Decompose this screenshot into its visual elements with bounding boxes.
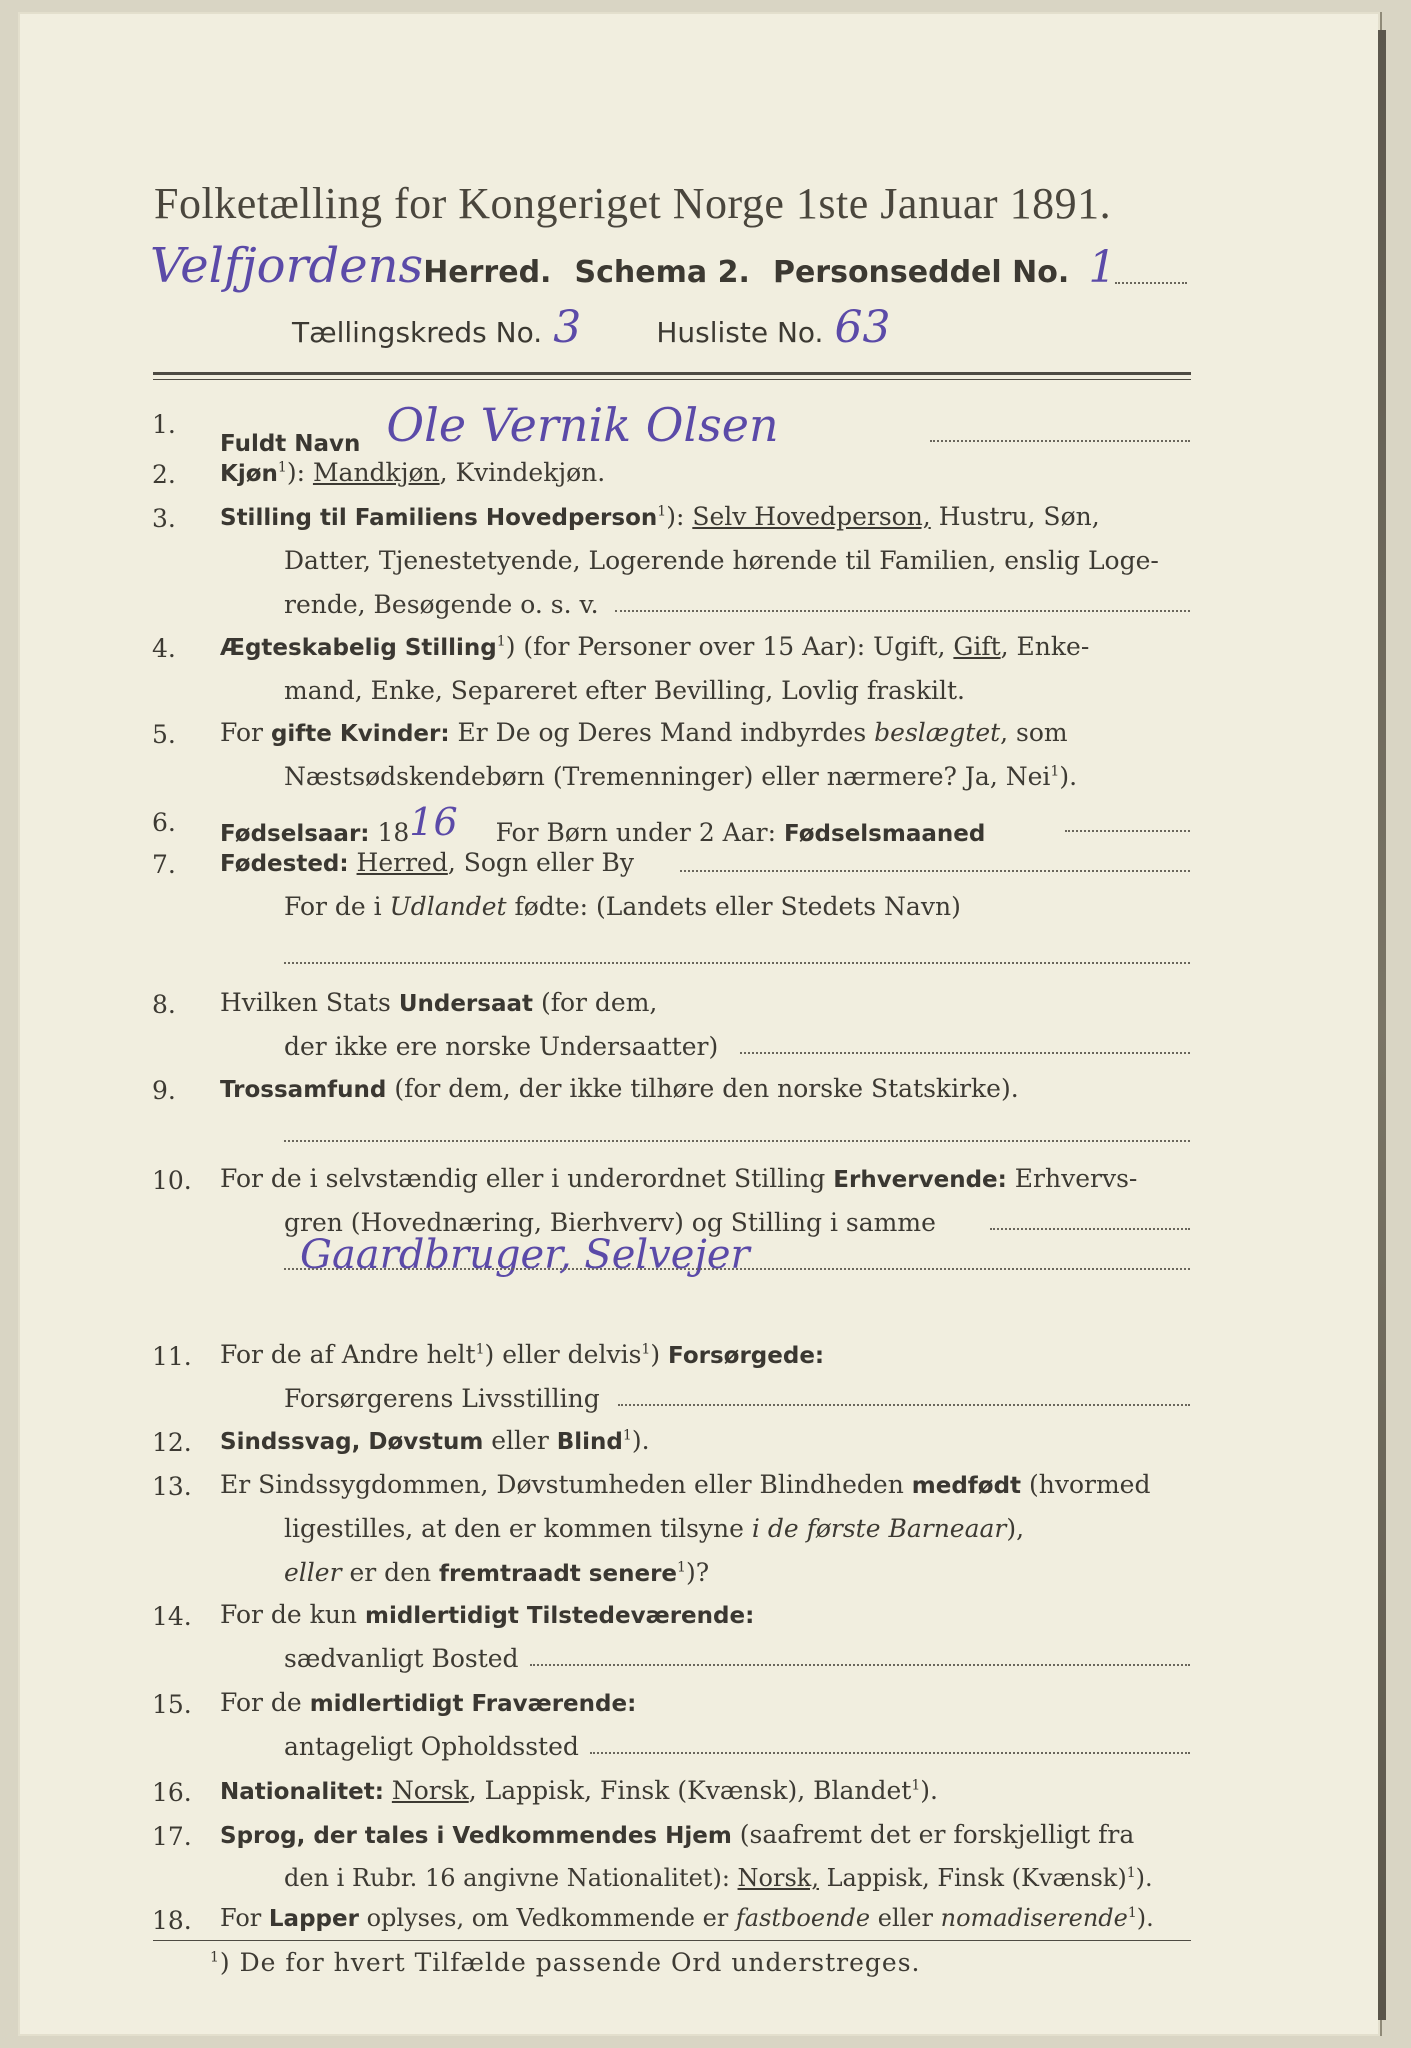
item-14: [220, 1600, 754, 1629]
item-12: [220, 1426, 650, 1455]
item-5-text-b: Er De og Deres Mand indbyrdes: [449, 718, 875, 747]
item-3-text-a: ):: [666, 502, 693, 531]
item-15-number: 15.: [152, 1690, 192, 1719]
item-6-dots: [1065, 830, 1190, 832]
item-7-line-2-a: For de i: [284, 892, 390, 921]
item-8: [220, 988, 657, 1017]
item-9: [220, 1074, 1019, 1103]
form-title: Folketælling for Kongeriget Norge 1ste Januar 1891.: [154, 179, 1112, 228]
item-13-label: medfødt: [911, 1473, 1022, 1499]
item-17-text-a: (saafremt det er forskjelligt fra: [731, 1820, 1135, 1849]
item-5-text-c: , som: [1000, 718, 1068, 747]
item-1-dots: [930, 440, 1190, 442]
item-2-sup: 1: [277, 459, 287, 476]
item-10-number: 10.: [152, 1166, 192, 1195]
item-7-line-2-italic: Udlandet: [389, 892, 507, 921]
item-7-number: 7.: [152, 850, 176, 879]
item-18-italic-1: fastboende: [735, 1904, 871, 1932]
item-14-text-a: For de kun: [220, 1600, 365, 1629]
item-13-line-2-italic: i de første Barneaar: [751, 1514, 1007, 1543]
footnote: [210, 1948, 920, 1977]
item-17-line-2-c: Lappisk, Finsk (Kvænsk): [818, 1864, 1127, 1892]
item-11-number: 11.: [152, 1342, 192, 1371]
item-15-text-a: For de: [220, 1688, 310, 1717]
item-5-sup: 1: [1050, 763, 1060, 780]
item-17-line-2-d: ).: [1135, 1864, 1153, 1892]
item-13-line-3: [284, 1558, 709, 1587]
item-11-text-c: ): [650, 1340, 669, 1369]
item-3-dots: [615, 610, 1190, 612]
item-13-line-3-label: fremtraadt senere: [439, 1561, 678, 1587]
item-14-label: midlertidigt Tilstedeværende:: [364, 1603, 755, 1629]
item-18-label: Lapper: [268, 1906, 359, 1932]
occupation-value: Gaardbruger, Selvejer: [300, 1232, 750, 1278]
item-13-line-3-b: )?: [685, 1558, 710, 1587]
item-4-text-a: ) (for Personer over 15 Aar): Ugift,: [505, 632, 954, 661]
item-6: [220, 800, 986, 850]
item-1-label: Fuldt Navn: [220, 431, 361, 457]
item-18-number: 18.: [152, 1906, 192, 1935]
item-14-number: 14.: [152, 1602, 192, 1631]
item-12-label: Sindssvag, Døvstum: [220, 1429, 484, 1455]
item-10-dots-2: [284, 1268, 1190, 1270]
item-3: [220, 502, 1100, 531]
item-7-selected: Herred: [356, 848, 448, 877]
item-13-text-a: Er Sindssygdommen, Døvstumheden eller Blindheden: [220, 1470, 912, 1499]
item-16-text-a: [384, 1776, 392, 1805]
item-8-text-b: (for dem,: [533, 988, 658, 1017]
item-10-label: Erhvervende:: [833, 1167, 1007, 1193]
item-17-number: 17.: [152, 1822, 192, 1851]
item-2: [220, 458, 605, 487]
item-16-text-d: ).: [920, 1776, 938, 1805]
item-5-line-2-end: ).: [1059, 762, 1078, 791]
item-11-sup-2: 1: [641, 1341, 651, 1358]
item-16-number: 16.: [152, 1778, 192, 1807]
item-18-text-a: For: [220, 1904, 269, 1932]
item-1-number: 1.: [152, 410, 176, 439]
item-4-label: Ægteskabelig Stilling: [220, 635, 497, 661]
item-7-text-a: [349, 848, 357, 877]
full-name-value: Ole Vernik Olsen: [386, 398, 779, 452]
item-14-dots: [530, 1664, 1190, 1666]
item-18-text-b: oplyses, om Vedkommende er: [358, 1904, 736, 1932]
item-5-text-a: For: [220, 718, 271, 747]
item-11-text-a: For de af Andre helt: [220, 1340, 476, 1369]
herred-row: [150, 238, 1116, 294]
item-3-label: Stilling til Familiens Hovedperson: [220, 505, 658, 531]
item-12-label-2: Blind: [556, 1429, 623, 1455]
personseddel-label: Personseddel No.: [772, 255, 1070, 290]
item-2-selected: Mandkjøn: [312, 458, 440, 487]
item-11-line-2: Forsørgerens Livsstilling: [284, 1384, 600, 1413]
item-13-sup: 1: [677, 1559, 686, 1576]
item-15-line-2: antageligt Opholdssted: [284, 1732, 579, 1761]
item-5-number: 5.: [152, 720, 176, 749]
item-18-italic-2: nomadiserende: [940, 1904, 1128, 1932]
item-7-dots: [680, 870, 1190, 872]
item-13: [220, 1470, 1150, 1499]
birth-year-value: 16: [409, 800, 458, 844]
item-4: [220, 632, 1089, 661]
item-12-sup: 1: [622, 1427, 632, 1444]
item-17: [220, 1820, 1134, 1849]
kreds-row: [292, 302, 891, 353]
item-4-selected: Gift: [953, 632, 1001, 661]
item-16-selected: Norsk: [391, 1776, 469, 1805]
item-8-dots: [740, 1052, 1190, 1054]
item-6-label: Fødselsaar:: [220, 821, 370, 847]
item-2-label: Kjøn: [220, 461, 278, 487]
personseddel-dots: [1115, 282, 1187, 284]
item-17-line-2-a: den i Rubr. 16 angivne Nationalitet):: [284, 1864, 738, 1892]
item-16-sup: 1: [911, 1777, 921, 1794]
item-13-text-b: (hvormed: [1021, 1470, 1151, 1499]
item-3-sup: 1: [657, 503, 667, 520]
item-9-number: 9.: [152, 1076, 176, 1105]
item-6-label-2: Fødselsmaaned: [783, 821, 986, 847]
item-4-text-c: , Enke-: [1000, 632, 1090, 661]
item-10: [220, 1164, 1137, 1193]
item-11-label: Forsørgede:: [668, 1343, 825, 1369]
item-7: [220, 848, 634, 877]
item-13-line-2-a: ligestilles, at den er kommen tilsyne: [284, 1514, 752, 1543]
husliste-label: Husliste No.: [656, 316, 824, 349]
item-12-number: 12.: [152, 1428, 192, 1457]
footer-rule: [153, 1940, 1191, 1941]
item-8-line-2: der ikke ere norske Undersaatter): [284, 1032, 719, 1061]
item-9-label: Trossamfund: [220, 1077, 387, 1103]
item-10-dots: [990, 1228, 1190, 1230]
header-rule-thin: [153, 379, 1191, 380]
item-6-text-a: 18: [369, 818, 410, 847]
item-10-text-b: Erhvervs-: [1006, 1164, 1138, 1193]
item-5: [220, 718, 1068, 747]
herred-name: Velfjordens: [150, 238, 424, 294]
item-17-sup: 1: [1126, 1865, 1136, 1881]
item-8-text-a: Hvilken Stats: [220, 988, 399, 1017]
item-2-text-c: , Kvindekjøn.: [439, 458, 606, 487]
item-16: [220, 1776, 938, 1805]
item-8-number: 8.: [152, 990, 176, 1019]
herred-label: Herred.: [423, 255, 552, 290]
item-11-dots: [618, 1404, 1190, 1406]
item-5-line-2: [284, 762, 1077, 791]
item-15: [220, 1688, 636, 1717]
item-9-dots: [284, 1140, 1190, 1142]
item-14-line-2: sædvanligt Bosted: [284, 1644, 519, 1673]
item-5-label: gifte Kvinder:: [270, 721, 450, 747]
item-3-line-2: Datter, Tjenestetyende, Logerende hørende til Familien, enslig Loge-: [284, 546, 1159, 575]
item-2-number: 2.: [152, 460, 176, 489]
schema-label: Schema 2.: [574, 255, 750, 290]
item-17-label: Sprog, der tales i Vedkommendes Hjem: [220, 1823, 732, 1849]
footnote-sup: 1: [210, 1949, 220, 1966]
item-18-text-d: ).: [1136, 1904, 1154, 1932]
item-1: [220, 398, 779, 462]
page-edge: [1378, 30, 1386, 2020]
item-8-label: Undersaat: [398, 991, 533, 1017]
item-7-line-2: [284, 892, 961, 921]
item-12-text-a: eller: [483, 1426, 557, 1455]
item-6-text-b: For Børn under 2 Aar:: [487, 818, 784, 847]
item-3-text-c: Hustru, Søn,: [930, 502, 1100, 531]
item-3-line-3: rende, Besøgende o. s. v.: [284, 590, 599, 619]
item-3-number: 3.: [152, 504, 176, 533]
item-4-sup: 1: [496, 633, 506, 650]
item-13-line-3-a: er den: [341, 1558, 440, 1587]
husliste-number: 63: [834, 302, 891, 353]
item-10-text-a: For de i selvstændig eller i underordnet Stilling: [220, 1164, 834, 1193]
item-4-line-2: mand, Enke, Separeret efter Bevilling, Lovlig fraskilt.: [284, 676, 965, 705]
item-13-line-2-b: ),: [1006, 1514, 1025, 1543]
item-4-number: 4.: [152, 634, 176, 663]
header-rule-thick: [153, 372, 1191, 375]
item-7-text-c: , Sogn eller By: [447, 848, 634, 877]
taellingskreds-number: 3: [553, 302, 582, 353]
item-6-number: 6.: [152, 808, 176, 837]
item-18: [220, 1904, 1154, 1932]
item-11-text-b: ) eller delvis: [484, 1340, 642, 1369]
item-15-label: midlertidigt Fraværende:: [309, 1691, 637, 1717]
item-10-line-2: gren (Hovednæring, Bierhverv) og Stilling i samme: [284, 1208, 936, 1237]
item-5-italic: beslægtet: [874, 718, 1001, 747]
taellingskreds-label: Tællingskreds No.: [292, 316, 543, 349]
item-18-text-c: eller: [870, 1904, 941, 1932]
item-2-text-a: ):: [286, 458, 313, 487]
item-16-label: Nationalitet:: [220, 1779, 384, 1805]
item-17-selected: Norsk,: [737, 1864, 819, 1892]
item-9-text-a: (for dem, der ikke tilhøre den norske Statskirke).: [386, 1074, 1019, 1103]
personseddel-number: 1: [1088, 242, 1117, 293]
item-13-number: 13.: [152, 1472, 192, 1501]
item-18-sup: 1: [1127, 1905, 1137, 1921]
footnote-text: ) De for hvert Tilfælde passende Ord understreges.: [219, 1948, 921, 1977]
item-17-line-2: [284, 1864, 1153, 1892]
item-16-text-c: , Lappisk, Finsk (Kvænsk), Blandet: [468, 1776, 912, 1805]
item-3-selected: Selv Hovedperson,: [692, 502, 931, 531]
item-13-line-3-italic: eller: [284, 1558, 342, 1587]
item-7-dots-2: [284, 962, 1190, 964]
item-7-label: Fødested:: [220, 851, 349, 877]
item-11-sup-1: 1: [475, 1341, 485, 1358]
item-15-dots: [590, 1752, 1190, 1754]
item-7-line-2-b: fødte: (Landets eller Stedets Navn): [506, 892, 961, 921]
item-13-line-2: [284, 1514, 1024, 1543]
item-5-line-2-text: Næstsødskendebørn (Tremenninger) eller nærmere? Ja, Nei: [284, 762, 1051, 791]
item-11: [220, 1340, 824, 1369]
item-12-text-b: ).: [631, 1426, 650, 1455]
